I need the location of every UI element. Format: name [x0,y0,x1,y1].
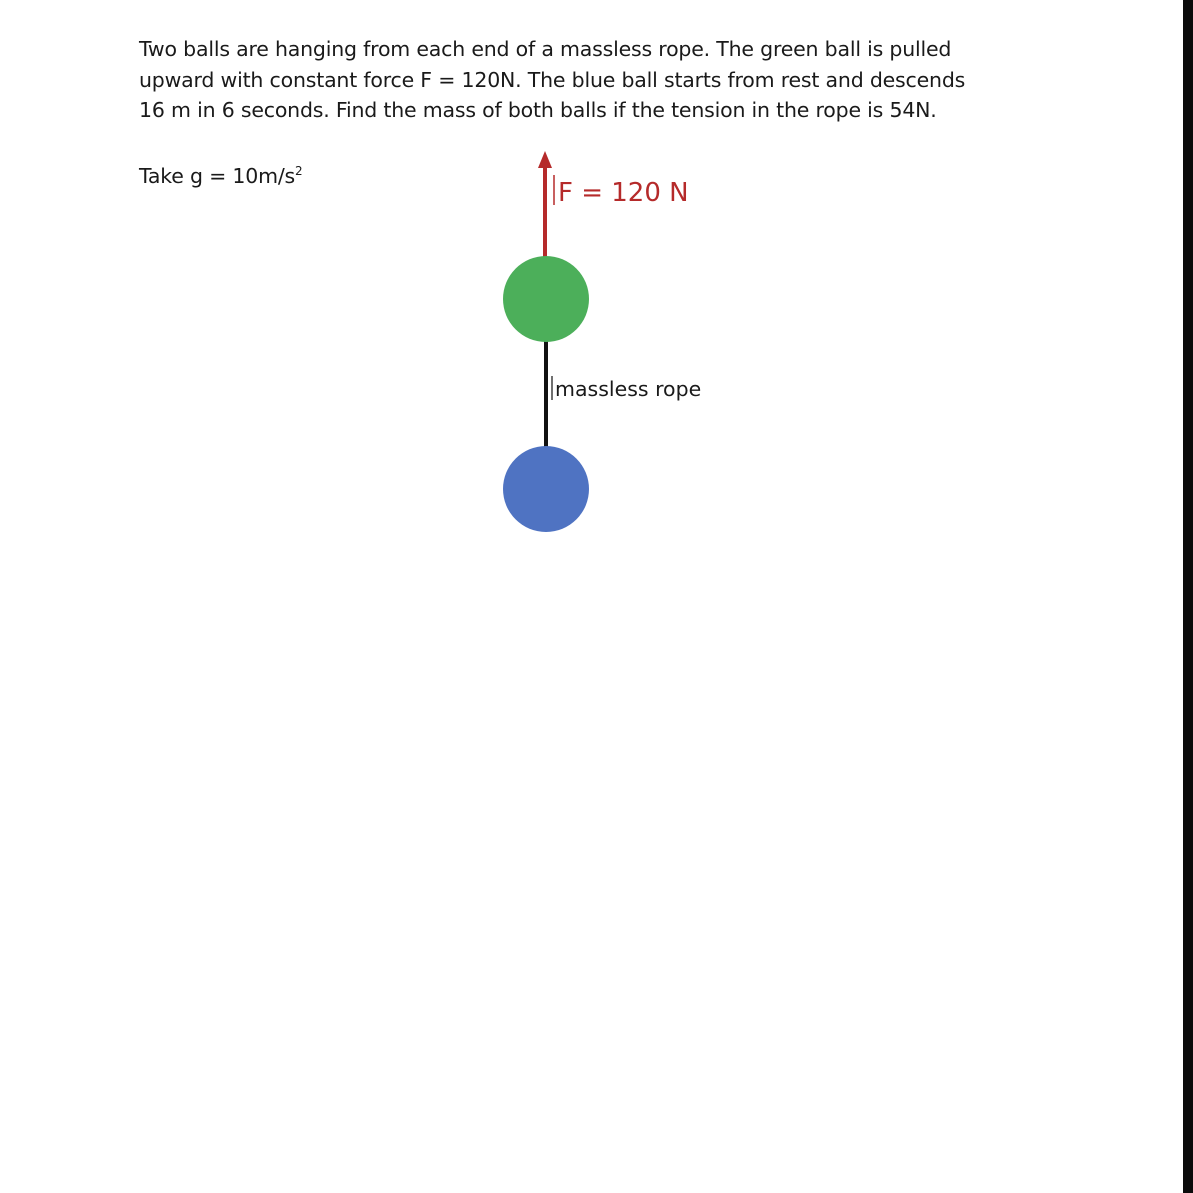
window-edge [1183,0,1193,1193]
green-ball [503,256,589,342]
given-gravity-text: Take g = 10m/s [139,164,296,188]
given-gravity-exponent: 2 [295,164,303,178]
problem-statement: Two balls are hanging from each end of a massless rope. The green ball is pulled upward with constant force F = 120N. The blue ball starts from rest and descends 16 m in 6 seconds. Find the mass of both balls if the tension in the rope is 54N. [139,37,966,122]
rope-label: massless rope [555,377,702,401]
force-arrow-head [538,151,552,168]
force-label: F = 120 N [558,178,689,208]
blue-ball [503,446,589,532]
